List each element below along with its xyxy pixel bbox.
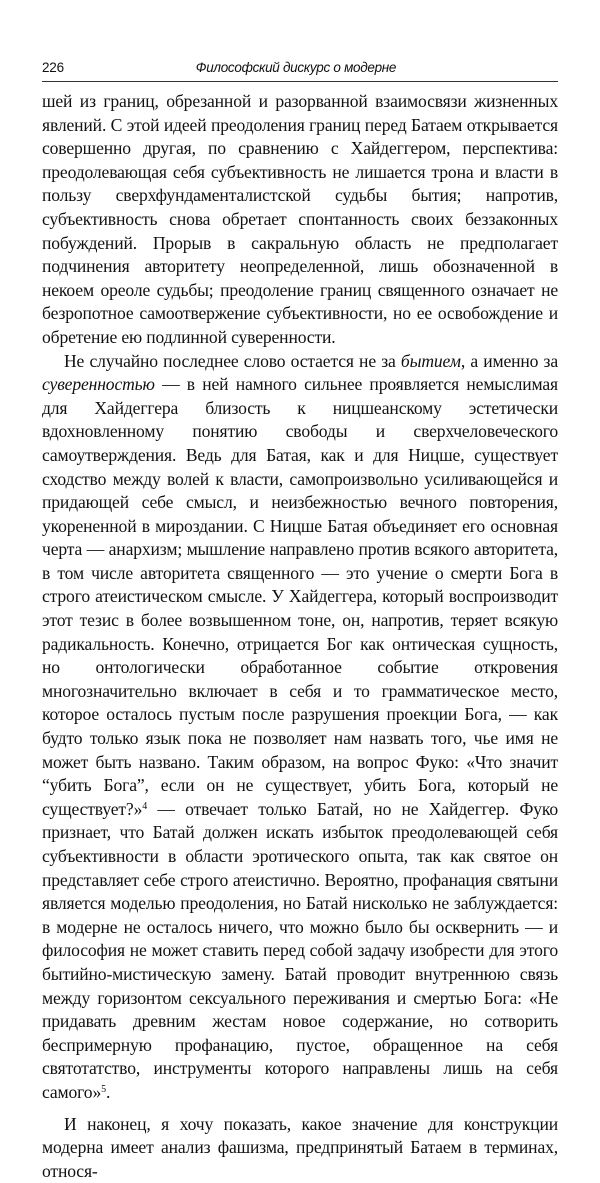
paragraph-2-part-c: — в ней намного сильнее проявляется немыслимая для Хайдеггера близость к ницшеанскому эстетически вдохновленному понятию свободы и сверхчеловеческого самоутверждения. Ведь для Батая, как и для Ницше, существует сходство между волей к власти, самопроизвольно усиливающейся и придающей себе смысл, и неизбежностью вечного повторения, укорененной в мироздании. С Ницше Батая объединяет его основная черта — анархизм; мышление направлено против всякого авторитета, в том числе авторитета священного — это учение о смерти Бога в строго атеистическом смысле. У Хайдеггера, который воспроизводит этот тезис в более возвышенном тоне, он, напротив, теряет всякую радикальность. Конечно, отрицается Бог как онтическая сущность, но онтологически обработанное событие откровения многозначительно включает в себя и то грамматическое место, которое осталось пустым после разрушения проекции Бога, — как будто только язык пока не позволяет нам назвать того, чье имя не может быть названо. Таким образом, на вопрос Фуко: «Что значит “убить Бога”, если он не существует, убить Бога, который не существует?» (42, 374, 558, 819)
running-head (42, 56, 558, 82)
paragraph-1: шей из границ, обрезанной и разорванной взаимосвязи жизненных явлений. С этой идеей преодоления границ перед Батаем открывается совершенно другая, по сравнению с Хайдеггером, перспектива: преодолевающая себя субъективность не лишается трона и власти в пользу сверхфундаменталистской судьбы бытия; напротив, субъективность снова обретает спонтанность своих беззаконных побуждений. Прорыв в сакральную область не предполагает подчинения авторитету неопределенной, лишь обозначенной в некоем ореоле судьбы; преодоление границ священного означает не безропотное самоотвержение субъективности, но ее освобождение и обретение ею подлинной суверенности. (42, 91, 558, 347)
paragraph-3: И наконец, я хочу показать, какое значение для конструкции модерна имеет анализ фашизма, предпринятый Батаем в терминах, относя- (42, 1113, 558, 1181)
page-number: 226 (42, 60, 64, 75)
body-text (42, 90, 558, 1183)
footnote-ref-5[interactable]: 5 (101, 1083, 106, 1095)
emphasis-being: бытием (400, 350, 461, 371)
paragraph-2-part-e: . (105, 1081, 111, 1102)
emphasis-sovereignty: суверенностью (42, 374, 155, 395)
paragraph-2-part-b: , а именно за (460, 350, 558, 371)
paragraph-2-part-d: — отвечает только Батай, но не Хайдеггер. Фуко признает, что Батай должен искать избыток преодолевающей себя субъективности в области эротического опыта, так как святое он представляет себе строго атеистично. Вероятно, профанация святыни является моделью преодоления, но Батай нисколько не заблуждается: в модерне не осталось ничего, что можно было бы осквернить — и философия не может ставить перед собой задачу изобрести для этого бытийно-мистическую замену. Батай проводит внутреннюю связь между горизонтом сексуального переживания и смертью Бога: «Не придавать древним жестам новое содержание, но сотворить беспримерную профанацию, пустое, обращенное на себя святотатство, инструменты которого направлены лишь на себя самого» (42, 798, 558, 1102)
book-title: Философский дискурс о модерне (195, 60, 397, 75)
paragraph-2 (42, 350, 558, 1105)
footnote-ref-4[interactable]: 4 (142, 800, 148, 812)
book-page (42, 56, 558, 1181)
paragraph-2-part-a: Не случайно последнее слово остается не за (64, 350, 401, 371)
